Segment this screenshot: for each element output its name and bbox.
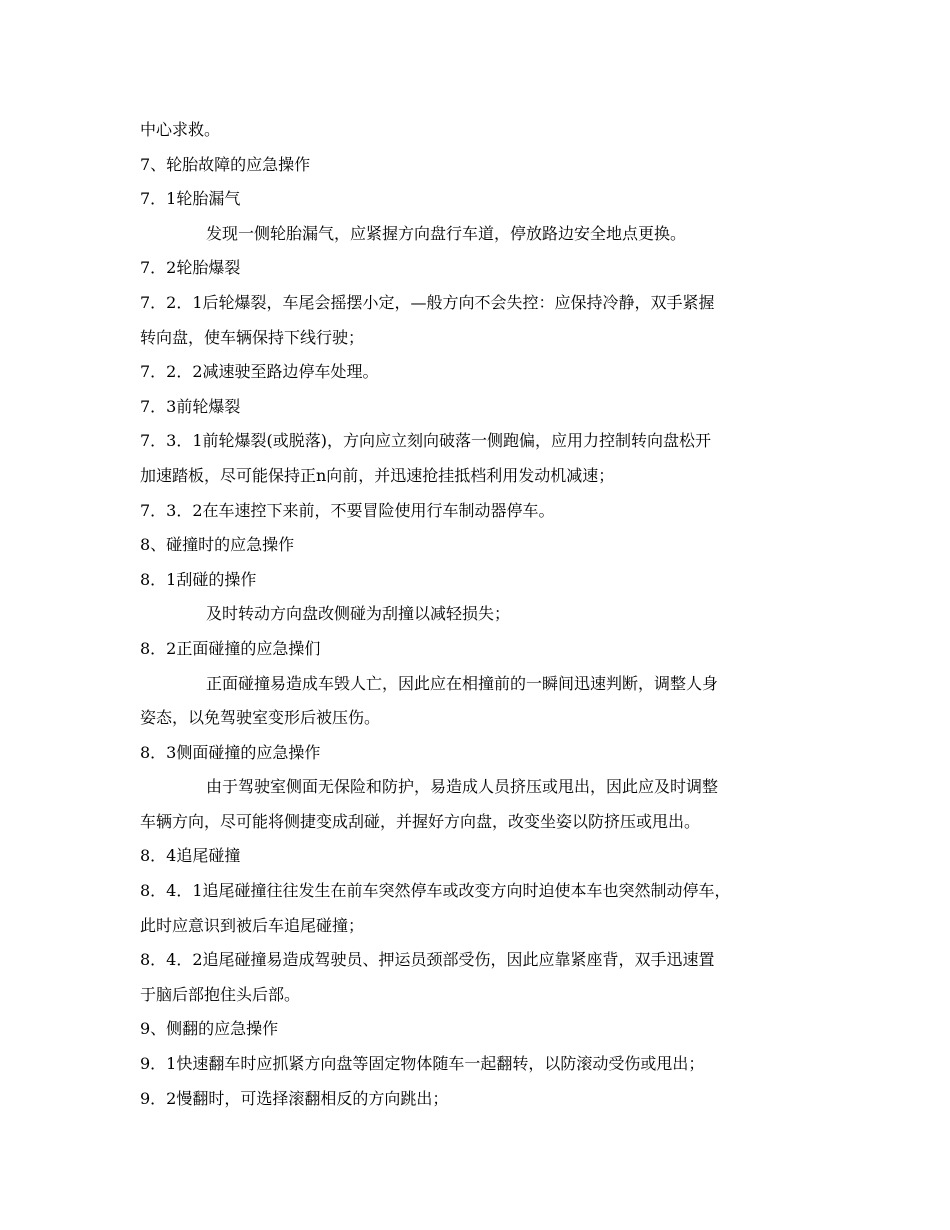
paragraph-line: 车辆方向，尽可能将侧捷变成刮碰，并握好方向盘，改变坐姿以防挤压或甩出。 (140, 811, 701, 831)
subsection-heading: 8．4追尾碰撞 (140, 846, 241, 866)
section-heading: 9、侧翻的应急操作 (140, 1019, 279, 1039)
paragraph-line: 9．1快速翻车时应抓紧方向盘等固定物体随车一起翻转，以防滚动受伤或甩出； (140, 1054, 705, 1074)
subsection-heading: 8．1刮碰的操作 (140, 569, 257, 589)
paragraph-line: 8．4．1追尾碰撞往往发生在前车突然停车或改变方向时迫使本车也突然制动停车， (140, 881, 731, 901)
section-heading: 7、轮胎故障的应急操作 (140, 154, 311, 174)
paragraph-line: 7．2．2减速驶至路边停车处理。 (140, 362, 379, 382)
subsection-heading: 7．2轮胎爆裂 (140, 258, 241, 278)
document-page (140, 113, 820, 1116)
subsection-heading: 7．3前轮爆裂 (140, 396, 241, 416)
paragraph-line: 及时转动方向盘改侧碰为刮撞以减轻损失； (206, 604, 511, 624)
paragraph-line: 姿态，以免驾驶室变形后被压伤。 (140, 708, 381, 728)
paragraph-line: 8．4．2追尾碰撞易造成驾驶员、押运员颈部受伤，因此应靠紧座背，双手迅速置 (140, 950, 715, 970)
section-heading: 8、碰撞时的应急操作 (140, 535, 295, 555)
paragraph-line: 此时应意识到被后车追尾碰撞； (140, 915, 365, 935)
paragraph-line: 正面碰撞易造成车毁人亡，因此应在相撞前的一瞬间迅速判断，调整人身 (206, 673, 719, 693)
text-line: 中心求救。 (140, 120, 221, 139)
subsection-heading: 8．2正面碰撞的应急操们 (140, 638, 321, 658)
subsection-heading: 8．3侧面碰撞的应急操作 (140, 742, 321, 762)
paragraph-line: 7．3．1前轮爆裂(或脱落)，方向应立刻向破落一侧跑偏，应用力控制转向盘松开 (140, 431, 712, 451)
paragraph-line: 由于驾驶室侧面无保险和防护，易造成人员挤压或甩出，因此应及时调整 (206, 777, 719, 797)
paragraph-line: 发现一侧轮胎漏气，应紧握方向盘行车道，停放路边安全地点更换。 (206, 223, 687, 243)
paragraph-line: 7．2．1后轮爆裂，车尾会摇摆小定，—般方向不会失控：应保持冷静，双手紧握 (140, 292, 715, 312)
paragraph-line: 于脑后部抱住头后部。 (140, 984, 301, 1004)
subsection-heading: 7．1轮胎漏气 (140, 189, 241, 209)
paragraph-line: 加速踏板，尽可能保持正n向前，并迅速抢挂抵档利用发动机减速； (140, 465, 615, 485)
paragraph-line: 9．2慢翻时，可选择滚翻相反的方向跳出； (140, 1088, 449, 1108)
paragraph-line: 转向盘，使车辆保持下线行驶； (140, 327, 365, 347)
paragraph-line: 7．3．2在车速控下来前，不要冒险使用行车制动器停车。 (140, 500, 555, 520)
